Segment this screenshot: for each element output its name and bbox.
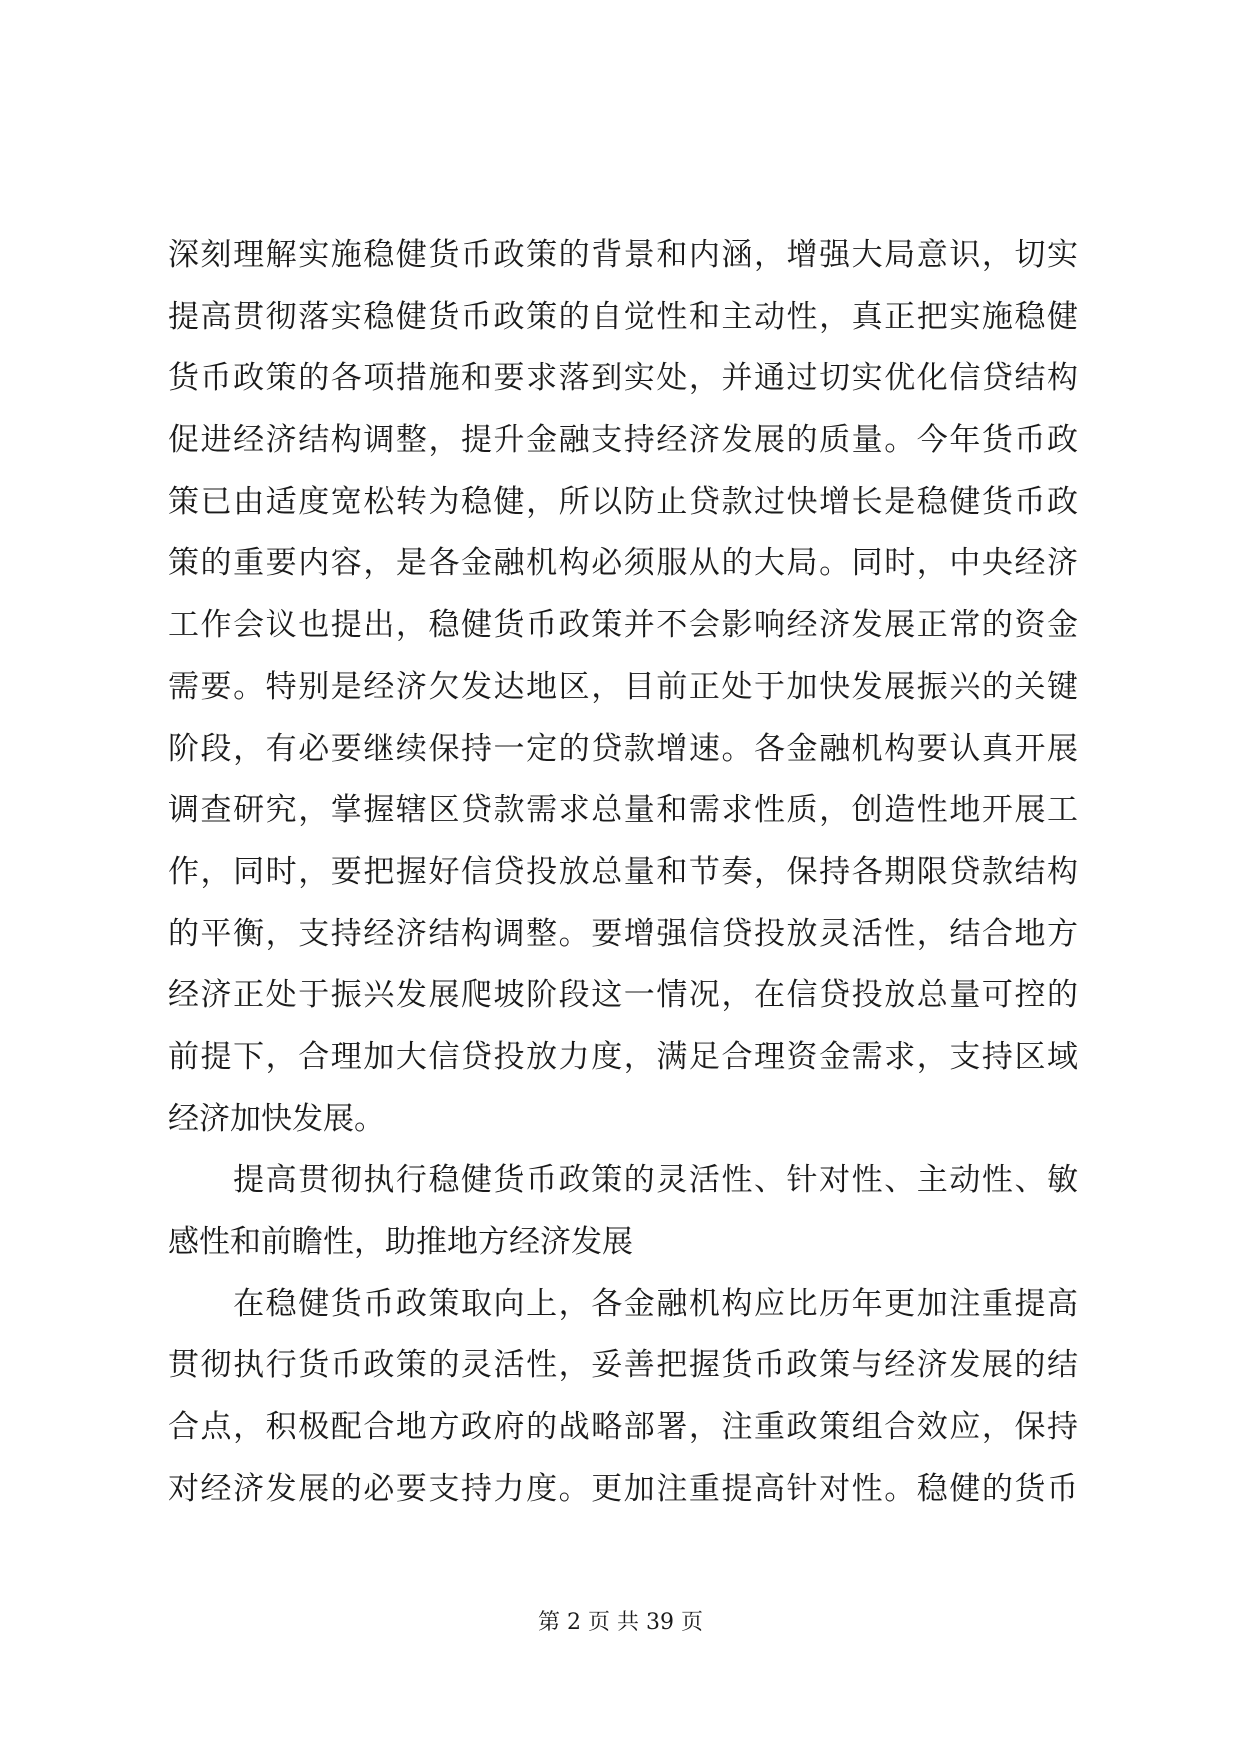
- document-body: [168, 225, 1078, 1520]
- paragraph-heading: [168, 1150, 1078, 1273]
- text-line: 促进经济结构调整，提升金融支持经济发展的质量。今年货币政: [168, 422, 1078, 459]
- text-line: 提高贯彻落实稳健货币政策的自觉性和主动性，真正把实施稳健: [168, 298, 1078, 335]
- text-line: 感性和前瞻性，助推地方经济发展: [168, 1224, 633, 1260]
- text-line: 前提下，合理加大信贷投放力度，满足合理资金需求，支持区域: [168, 1038, 1078, 1075]
- text-line: 在稳健货币政策取向上，各金融机构应比历年更加注重提高: [168, 1285, 1078, 1322]
- paragraph: [168, 1274, 1078, 1521]
- text-line: 作，同时，要把握好信贷投放总量和节奏，保持各期限贷款结构: [168, 853, 1078, 890]
- text-line: 提高贯彻执行稳健货币政策的灵活性、针对性、主动性、敏: [168, 1162, 1078, 1199]
- text-line: 经济加快发展。: [168, 1100, 385, 1137]
- text-line: 工作会议也提出，稳健货币政策并不会影响经济发展正常的资金: [168, 607, 1078, 644]
- text-line: 策已由适度宽松转为稳健，所以防止贷款过快增长是稳健货币政: [168, 483, 1078, 520]
- text-line: 深刻理解实施稳健货币政策的背景和内涵，增强大局意识，切实: [168, 237, 1078, 273]
- paragraph: [168, 225, 1078, 1150]
- text-line: 的平衡，支持经济结构调整。要增强信贷投放灵活性，结合地方: [168, 915, 1078, 952]
- page-number-footer: 第 2 页 共 39 页: [538, 1610, 703, 1635]
- text-line: 贯彻执行货币政策的灵活性，妥善把握货币政策与经济发展的结: [168, 1347, 1078, 1384]
- text-line: 策的重要内容，是各金融机构必须服从的大局。同时，中央经济: [168, 545, 1078, 582]
- text-line: 需要。特别是经济欠发达地区，目前正处于加快发展振兴的关键: [168, 668, 1078, 705]
- text-line: 合点，积极配合地方政府的战略部署，注重政策组合效应，保持: [168, 1409, 1078, 1446]
- text-line: 货币政策的各项措施和要求落到实处，并通过切实优化信贷结构: [168, 360, 1078, 397]
- text-line: 经济正处于振兴发展爬坡阶段这一情况，在信贷投放总量可控的: [168, 977, 1078, 1014]
- text-line: 调查研究，掌握辖区贷款需求总量和需求性质，创造性地开展工: [168, 792, 1078, 829]
- text-line: 阶段，有必要继续保持一定的贷款增速。各金融机构要认真开展: [168, 730, 1078, 767]
- text-line: 对经济发展的必要支持力度。更加注重提高针对性。稳健的货币: [168, 1470, 1078, 1507]
